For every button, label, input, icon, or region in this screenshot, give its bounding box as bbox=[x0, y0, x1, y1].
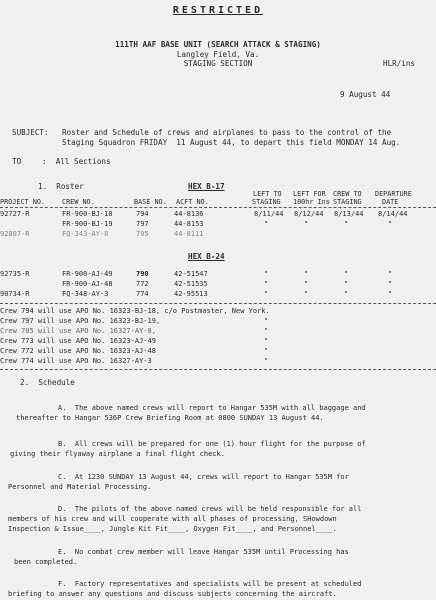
schedule-d-line-2: members of his crew and will cooperate with all phases of processing, SHowdown bbox=[8, 515, 337, 523]
apo-bottom-rule bbox=[0, 369, 436, 370]
col-left-100hr-top: LEFT FOR bbox=[293, 190, 326, 198]
unit-location: Langley Field, Va. bbox=[176, 50, 260, 59]
schedule-f-line-2: briefing to answer any questions and discuss subjects concerning the aircraft. bbox=[8, 590, 337, 598]
cell-base: 794 bbox=[136, 210, 149, 218]
unit-name: 111TH AAF BASE UNIT (SEARCH ATTACK & STAGING) bbox=[115, 40, 321, 49]
subject-line-1: Roster and Schedule of crews and airplanes to pass to the control of the bbox=[62, 128, 392, 137]
cell-project: 92727-R bbox=[0, 210, 30, 218]
col-departure-bottom: DATE bbox=[382, 198, 399, 206]
to-label: TO bbox=[12, 157, 22, 166]
col-departure-top: DEPARTURE bbox=[375, 190, 412, 198]
to-value: : All Sections bbox=[42, 157, 111, 166]
ditto-mark: " bbox=[264, 357, 269, 365]
roster-group-b24: HEX B-24 bbox=[188, 252, 225, 261]
cell-acft: 44-8136 bbox=[174, 210, 204, 218]
col-base-no: BASE NO. bbox=[134, 198, 167, 206]
cell-left-100hr: " bbox=[304, 280, 309, 288]
cell-crew: FR-900-BJ-18 bbox=[62, 210, 113, 218]
cell-crew: FQ-343-AY-8 bbox=[62, 230, 109, 238]
cell-left-100hr: " bbox=[304, 290, 309, 298]
cell-departure: " bbox=[388, 290, 393, 298]
apo-line: Crew 774 will use APO No. 16327-AY-3 bbox=[0, 357, 152, 365]
col-project-no: PROJECT NO. bbox=[0, 198, 46, 206]
schedule-d-line-3: Inspection & Issue____, Jungle Kit Fit____, Oxygen Fit____, and Personnel____. bbox=[8, 525, 337, 533]
col-acft-no: ACFT NO. bbox=[176, 198, 209, 206]
cell-base: 772 bbox=[136, 280, 149, 288]
cell-crew-staging: " bbox=[344, 290, 349, 298]
schedule-c-line-2: Personnel and Material Processing. bbox=[8, 483, 152, 491]
cell-acft: 42-51547 bbox=[174, 270, 208, 278]
cell-left-staging: " bbox=[264, 220, 269, 228]
schedule-e-line-1: E. No combat crew member will leave Hangar 535M until Processing has bbox=[58, 548, 349, 556]
cell-left-100hr: " bbox=[304, 220, 309, 228]
col-crew-no: CREW NO. bbox=[62, 198, 95, 206]
document-date: 9 August 44 bbox=[340, 90, 391, 99]
schedule-c-line-1: C. At 1230 SUNDAY 13 August 44, crews will report to Hangar 535M for bbox=[58, 473, 349, 481]
header-rule bbox=[0, 207, 436, 208]
col-left-100hr-bottom: 100hr Ins bbox=[293, 198, 330, 206]
schedule-b-line-1: B. All crews will be prepared for one (1) hour flight for the purpose of bbox=[58, 440, 366, 448]
schedule-b-line-2: giving their flyaway airplane a final flight check. bbox=[10, 450, 225, 458]
cell-crew: FR-900-AJ-48 bbox=[62, 280, 113, 288]
cell-departure: " bbox=[388, 220, 393, 228]
cell-left-100hr: " bbox=[304, 270, 309, 278]
apo-line: Crew 772 will use APO No. 16323-AJ-48 bbox=[0, 347, 156, 355]
schedule-e-line-2: been completed. bbox=[14, 558, 78, 566]
ditto-mark: " bbox=[264, 317, 269, 325]
cell-acft: 42-95513 bbox=[174, 290, 208, 298]
reference-initials: HLR/ins bbox=[383, 59, 416, 68]
schedule-d-line-1: D. The pilots of the above named crews will be held responsible for all bbox=[58, 505, 362, 513]
cell-base: 797 bbox=[136, 220, 149, 228]
apo-line: Crew 794 will use APO No. 16323-BJ-18, c/o Postmaster, New York. bbox=[0, 307, 270, 315]
roster-heading: 1. Roster bbox=[38, 182, 84, 191]
cell-acft: 44-8153 bbox=[174, 220, 204, 228]
cell-crew: FR-900-AJ-49 bbox=[62, 270, 113, 278]
ditto-mark: " bbox=[264, 347, 269, 355]
restricted-marking: RESTRICTED bbox=[172, 5, 264, 16]
cell-base: 790 bbox=[136, 270, 149, 278]
apo-line: Crew 705 will use APO No. 16327-AY-8, bbox=[0, 327, 156, 335]
unit-section: STAGING SECTION bbox=[183, 59, 253, 68]
cell-base: 774 bbox=[136, 290, 149, 298]
cell-departure: " bbox=[388, 270, 393, 278]
apo-line: Crew 797 will use APO No. 16323-BJ-19, bbox=[0, 317, 161, 325]
ditto-mark: " bbox=[264, 327, 269, 335]
subject-line-2: Staging Squadron FRIDAY 11 August 44, to depart this field MONDAY 14 Aug. bbox=[62, 138, 401, 147]
cell-project: 92807-R bbox=[0, 230, 30, 238]
cell-crew-staging: " bbox=[344, 270, 349, 278]
cell-crew: FR-900-BJ-19 bbox=[62, 220, 113, 228]
cell-project: 92735-R bbox=[0, 270, 30, 278]
col-left-staging-top: LEFT TO bbox=[253, 190, 282, 198]
apo-line: Crew 773 will use APO No. 16323-AJ-49 bbox=[0, 337, 156, 345]
cell-acft: 44-8111 bbox=[174, 230, 204, 238]
cell-departure: " bbox=[388, 280, 393, 288]
cell-left-staging: " bbox=[264, 290, 269, 298]
apo-rule bbox=[0, 303, 436, 304]
cell-base: 705 bbox=[136, 230, 149, 238]
col-crew-staging-top: CREW TO bbox=[333, 190, 362, 198]
cell-left-100hr: 8/12/44 bbox=[294, 210, 324, 218]
cell-acft: 42-51535 bbox=[174, 280, 208, 288]
subject-label: SUBJECT: bbox=[12, 128, 49, 137]
cell-crew-staging: " bbox=[344, 280, 349, 288]
cell-crew-staging: " bbox=[344, 220, 349, 228]
cell-left-staging: 8/11/44 bbox=[254, 210, 284, 218]
schedule-f-line-1: F. Factory representatives and specialists will be present at scheduled bbox=[58, 580, 362, 588]
ditto-mark: " bbox=[264, 337, 269, 345]
roster-group-b17: HEX B-17 bbox=[188, 182, 225, 191]
schedule-a-line-2: thereafter to Hangar 536P Crew Briefing Room at 0800 SUNDAY 13 August 44. bbox=[16, 414, 324, 422]
cell-left-staging: " bbox=[264, 270, 269, 278]
cell-crew: FQ-348-AY-3 bbox=[62, 290, 109, 298]
cell-left-staging: " bbox=[264, 280, 269, 288]
cell-departure: 8/14/44 bbox=[378, 210, 408, 218]
col-left-staging-bottom: STAGING bbox=[252, 198, 281, 206]
col-crew-staging-bottom: STAGING bbox=[333, 198, 362, 206]
schedule-heading: 2. Schedule bbox=[20, 378, 75, 387]
cell-project: 90734-R bbox=[0, 290, 30, 298]
schedule-a-line-1: A. The above named crews will report to Hangar 535M with all baggage and bbox=[58, 404, 366, 412]
cell-crew-staging: 8/13/44 bbox=[334, 210, 364, 218]
